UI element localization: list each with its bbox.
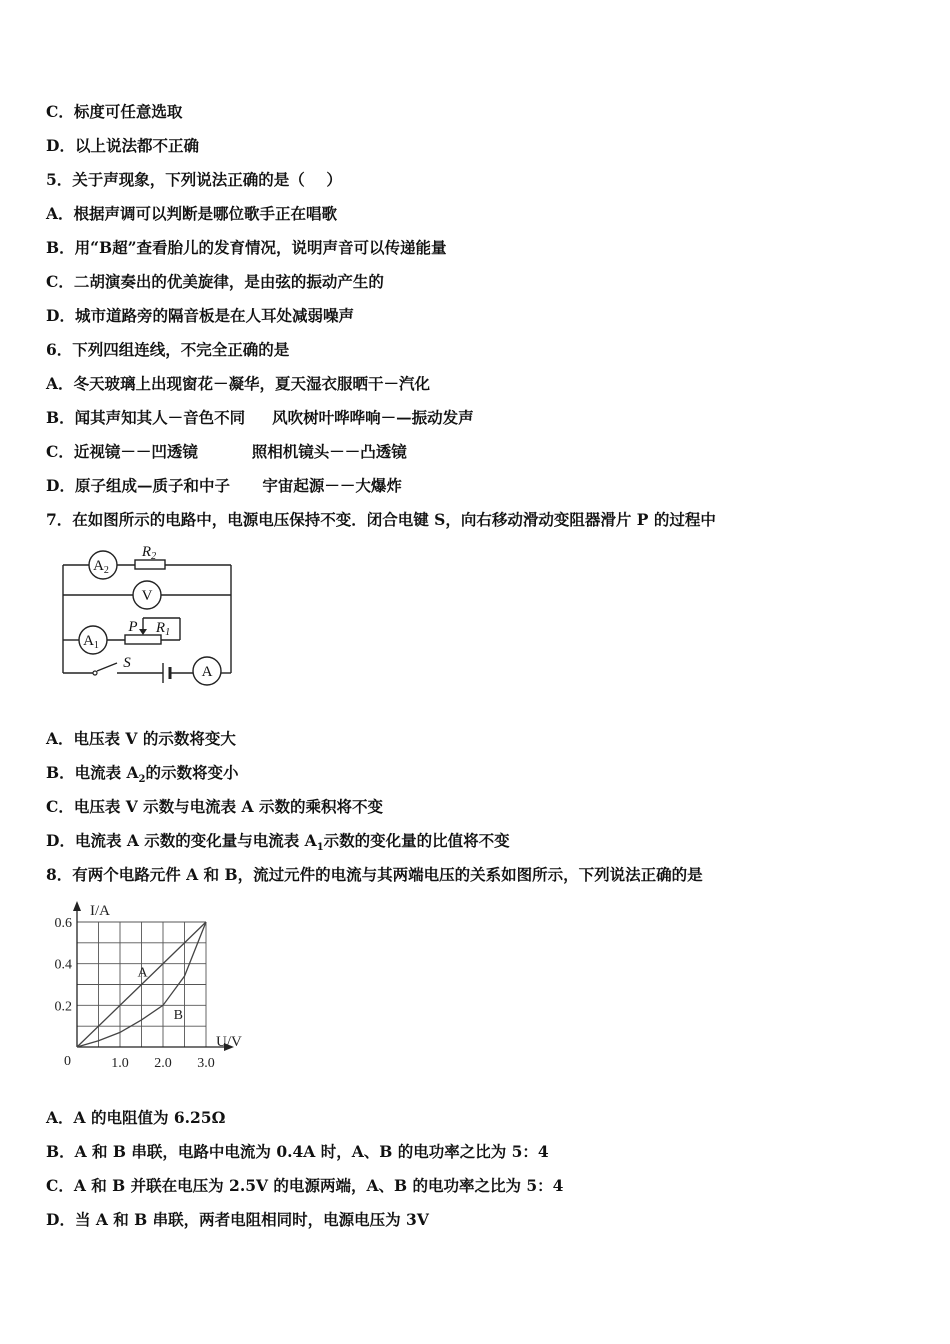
q5-option-c: C．二胡演奏出的优美旋律，是由弦的振动产生的	[46, 272, 384, 291]
x-tick-label: 1.0	[111, 1056, 129, 1071]
ammeter-a2-label: $A_2$	[93, 558, 109, 576]
y-tick-label: 0.2	[54, 999, 72, 1015]
resistor-r1-label: $R_1$	[155, 620, 171, 638]
series-label-b: B	[173, 1008, 183, 1024]
ammeter-a1-label: $A_1$	[83, 633, 99, 651]
iv-chart	[44, 895, 254, 1080]
q5-option-b: B．用“B超”查看胎儿的发育情况，说明声音可以传递能量	[46, 238, 447, 257]
q8-option-b: B．A 和 B 串联，电路中电流为 0.4A 时，A、B 的电功率之比为 5：4	[46, 1142, 549, 1161]
y-axis-arrow	[73, 901, 81, 911]
q8-stem: 8．有两个电路元件 A 和 B，流过元件的电流与其两端电压的关系如图所示，下列说法正确的是	[46, 865, 703, 884]
q6-stem: 6．下列四组连线，不完全正确的是	[46, 340, 290, 359]
q6-option-c: C．近视镜－－凹透镜 照相机镜头－－凸透镜	[46, 442, 407, 461]
circuit-diagram	[55, 543, 245, 688]
slider-p-label: P	[128, 619, 138, 635]
q7-option-d: D．电流表 A 示数的变化量与电流表 $A_1$示数的变化量的比值将不变	[46, 831, 510, 854]
series-label-a: A	[137, 965, 148, 981]
q7-option-b: B．电流表 $A_2$的示数将变小	[46, 763, 239, 786]
voltmeter-v-label: V	[141, 588, 153, 604]
x-axis-label: U/V	[216, 1034, 242, 1050]
q5-stem: 5．关于声现象，下列说法正确的是（ ）	[46, 170, 342, 189]
q4-option-d: D．以上说法都不正确	[46, 136, 199, 155]
y-tick-label: 0.4	[54, 957, 72, 973]
resistor-r2-label: $R_2$	[141, 544, 157, 562]
q6-option-b: B．闻其声知其人－音色不同 风吹树叶哗哗响－—振动发声	[46, 408, 474, 427]
q4-option-c: C．标度可任意选取	[46, 102, 183, 121]
x-tick-label: 3.0	[197, 1056, 215, 1071]
ammeter-a-label: A	[201, 664, 213, 680]
q7-stem: 7．在如图所示的电路中，电源电压保持不变．闭合电键 S，向右移动滑动变阻器滑片 P 的过程中	[46, 510, 716, 529]
q7-option-c: C．电压表 V 示数与电流表 A 示数的乘积将不变	[46, 797, 383, 816]
y-tick-label: 0.6	[54, 916, 72, 931]
q8-option-c: C．A 和 B 并联在电压为 2.5V 的电源两端，A、B 的电功率之比为 5：4	[46, 1176, 564, 1195]
q5-option-a: A．根据声调可以判断是哪位歌手正在唱歌	[46, 204, 338, 223]
x-tick-label: 2.0	[154, 1056, 172, 1071]
q7-option-a: A．电压表 V 的示数将变大	[46, 729, 236, 748]
q5-option-d: D．城市道路旁的隔音板是在人耳处减弱噪声	[46, 306, 354, 325]
q8-option-a: A．A 的电阻值为 6.25Ω	[46, 1108, 226, 1127]
y-axis-label: I/A	[90, 903, 110, 919]
q8-option-d: D．当 A 和 B 串联，两者电阻相同时，电源电压为 3V	[46, 1210, 429, 1229]
switch-s-label: S	[123, 655, 131, 671]
origin-label: 0	[64, 1054, 71, 1069]
q6-option-a: A．冬天玻璃上出现窗花－凝华，夏天湿衣服晒干－汽化	[46, 374, 431, 393]
q6-option-d: D．原子组成—质子和中子 宇宙起源－－大爆炸	[46, 476, 402, 495]
